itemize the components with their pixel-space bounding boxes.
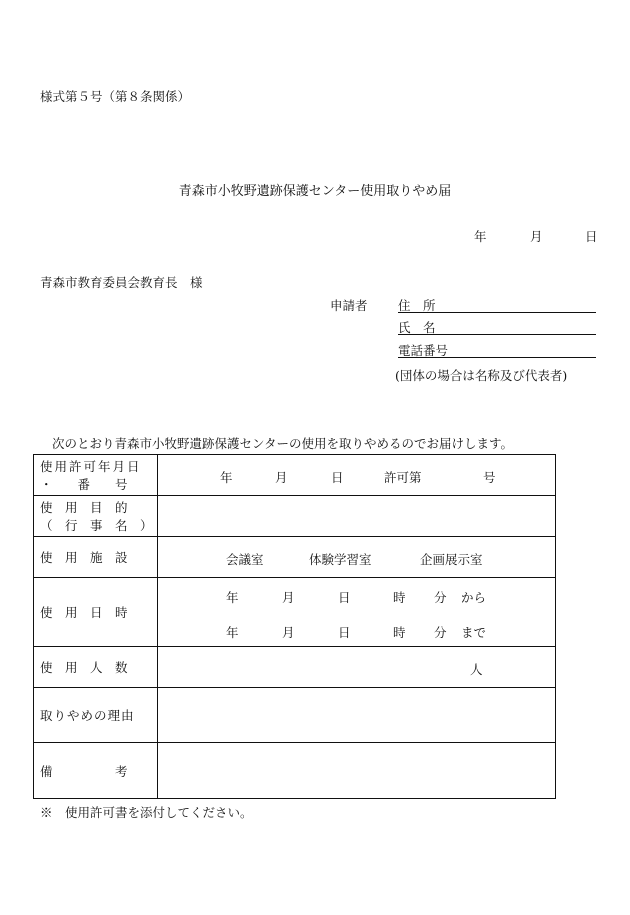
date-month: 月: [530, 229, 543, 244]
permit-label-cell: [34, 455, 158, 496]
facility-label: 使 用 施 設: [40, 550, 128, 565]
table-row-people: [34, 647, 556, 688]
purpose-value-cell[interactable]: [158, 496, 556, 537]
remarks-label: 備 考: [40, 763, 128, 779]
intro-text: 次のとおり青森市小牧野遺跡保護センターの使用を取りやめるのでお届けします。: [52, 436, 514, 451]
to-month: 月: [282, 625, 295, 640]
from-month: 月: [282, 590, 295, 605]
table-row-facility: [34, 537, 556, 578]
table-row-datetime: [34, 578, 556, 647]
people-label: 使 用 人 数: [40, 660, 128, 675]
reason-label-cell: [34, 688, 158, 743]
from-day: 日: [338, 590, 351, 605]
form-table: [33, 454, 556, 799]
document-title: 青森市小牧野遺跡保護センター使用取りやめ届: [178, 184, 452, 199]
address-field[interactable]: [398, 296, 596, 313]
remarks-value-cell[interactable]: [158, 743, 556, 799]
people-label-cell: [34, 647, 158, 688]
from-suffix: から: [461, 590, 487, 605]
permit-day: 日: [331, 470, 344, 485]
permit-value-cell[interactable]: [158, 455, 556, 496]
reason-value-cell[interactable]: [158, 688, 556, 743]
people-value-cell[interactable]: [158, 647, 556, 688]
applicant-label: 申請者: [330, 298, 368, 313]
facility-option-exhibition-room[interactable]: 企画展示室: [420, 552, 483, 567]
facility-value-cell[interactable]: [158, 537, 556, 578]
phone-field[interactable]: [398, 341, 596, 358]
group-note: (団体の場合は名称及び代表者): [395, 368, 568, 383]
permit-year: 年: [220, 470, 233, 485]
purpose-label-cell: [34, 496, 158, 537]
permit-number-suffix: 号: [483, 470, 496, 485]
purpose-label-line2: （ 行 事 名 ）: [40, 518, 153, 533]
table-row-remarks: [34, 743, 556, 799]
permit-label-line1: 使用許可年月日: [40, 459, 142, 474]
purpose-label-line1: 使 用 目 的: [40, 500, 128, 515]
datetime-label-cell: [34, 578, 158, 647]
permit-month: 月: [275, 470, 288, 485]
from-hour: 時: [393, 590, 406, 605]
table-row-purpose: [34, 496, 556, 537]
facility-option-learning-room[interactable]: 体験学習室: [309, 552, 372, 567]
to-year: 年: [226, 625, 239, 640]
permit-number-prefix: 許可第: [384, 470, 422, 485]
name-label: 氏 名: [398, 320, 436, 335]
facility-label-cell: [34, 537, 158, 578]
addressee: 青森市教育委員会教育長 様: [40, 275, 203, 290]
table-row-permit: [34, 455, 556, 496]
to-day: 日: [338, 625, 351, 640]
name-field[interactable]: [398, 318, 596, 335]
footnote: ※ 使用許可書を添付してください。: [40, 805, 253, 820]
to-suffix: まで: [461, 625, 487, 640]
people-unit: 人: [470, 662, 483, 677]
reason-label: 取りやめの理由: [40, 708, 135, 723]
from-year: 年: [226, 590, 239, 605]
remarks-label-cell: [34, 743, 158, 799]
from-minute: 分: [434, 590, 447, 605]
table-row-reason: [34, 688, 556, 743]
datetime-label: 使 用 日 時: [40, 605, 128, 620]
date-day: 日: [585, 229, 598, 244]
datetime-value-cell[interactable]: [158, 578, 556, 647]
facility-option-meeting-room[interactable]: 会議室: [226, 552, 264, 567]
to-hour: 時: [393, 625, 406, 640]
form-number: 様式第５号（第８条関係）: [40, 89, 191, 104]
phone-label: 電話番号: [398, 343, 449, 358]
address-label: 住 所: [398, 298, 436, 313]
permit-label-line2: ・ 番 号: [40, 477, 128, 492]
date-year: 年: [474, 229, 487, 244]
to-minute: 分: [434, 625, 447, 640]
